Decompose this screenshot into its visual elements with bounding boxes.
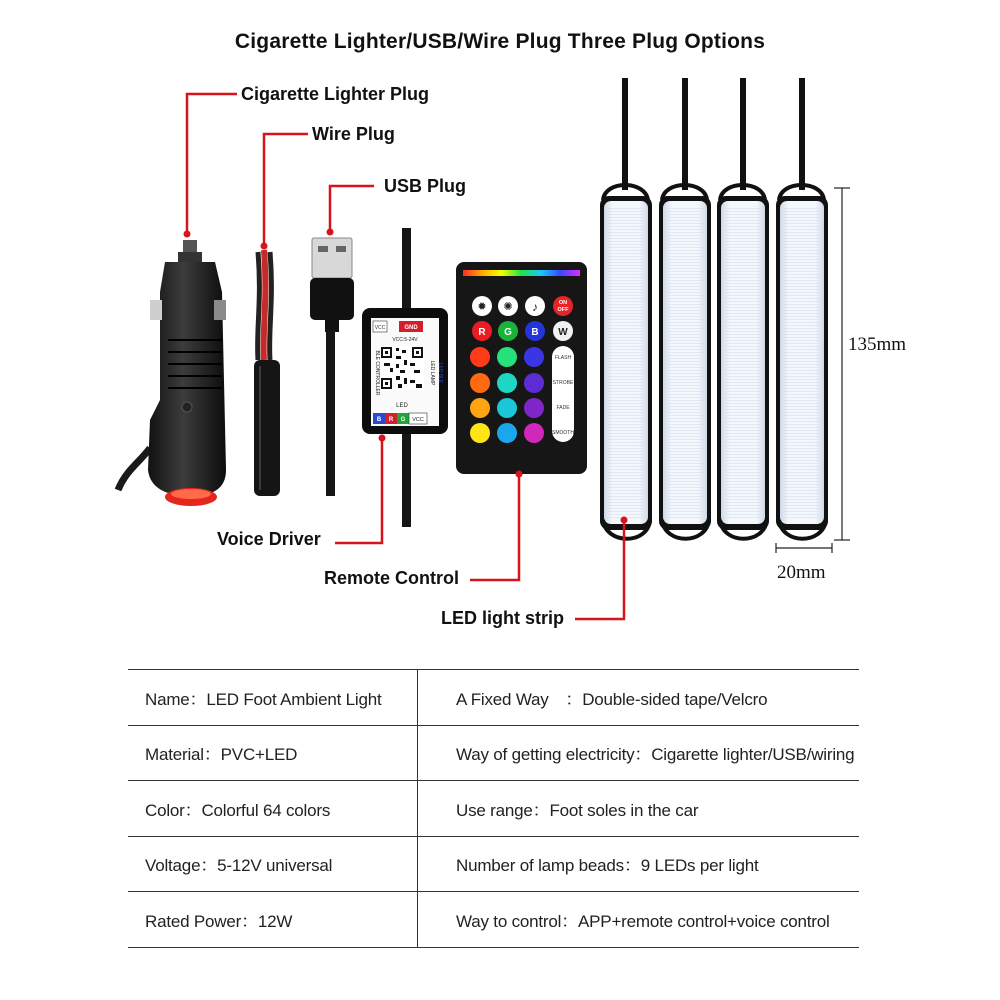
controller-pin-b: B <box>376 417 382 423</box>
spec-value: LED Foot Ambient Light <box>206 689 382 709</box>
spec-row <box>128 836 859 892</box>
controller-pin-r: R <box>388 417 394 423</box>
spec-cell-left <box>128 781 418 837</box>
led-strip-2 <box>659 78 711 530</box>
spec-row <box>128 725 859 781</box>
voice-driver-controller <box>362 228 448 527</box>
remote-strobe-label: STROBE <box>552 380 574 386</box>
spec-cell-right <box>418 670 860 726</box>
controller-gnd: GND <box>404 325 418 331</box>
led-strip-3 <box>717 78 769 530</box>
remote-flash-label: FLASH <box>554 355 572 361</box>
controller-voltage: VCC:5-24V <box>392 337 418 343</box>
spec-key: Material： <box>145 745 221 765</box>
spec-row <box>128 892 859 948</box>
controller-model-label: BLE CONTROLLER <box>374 350 380 396</box>
spec-key: Number of lamp beads： <box>456 856 641 876</box>
callout-cigarette-lighter-plug: Cigarette Lighter Plug <box>241 84 430 104</box>
wire-plug <box>254 250 280 496</box>
spec-key: Rated Power： <box>145 911 258 931</box>
callout-wire-plug: Wire Plug <box>312 124 395 144</box>
spec-cell-left <box>128 725 418 781</box>
spec-cell-right <box>418 781 860 837</box>
controller-pin-vcc: VCC <box>412 417 424 423</box>
callout-voice-driver: Voice Driver <box>217 529 321 549</box>
callout-usb-plug: USB Plug <box>384 176 467 196</box>
controller-ble-label: LED BLE <box>437 362 443 384</box>
remote-r-label: R <box>478 327 486 338</box>
spec-cell-left <box>128 892 418 948</box>
dimension-length: 135mm <box>848 334 907 355</box>
remote-smooth-label: SMOOTH <box>552 430 574 436</box>
remote-w-label: W <box>558 327 568 338</box>
spec-cell-right <box>418 725 860 781</box>
cigarette-lighter-plug <box>118 240 226 506</box>
remote-off-label: OFF <box>557 307 569 313</box>
spec-value: 9 LEDs per light <box>640 856 759 876</box>
controller-vcc-top: VCC <box>374 325 386 331</box>
spec-value: Cigarette lighter/USB/wiring <box>651 745 855 765</box>
spec-value: 5-12V universal <box>217 856 333 876</box>
spec-cell-right <box>418 892 860 948</box>
svg-text:✺: ✺ <box>503 301 513 313</box>
spec-cell-right <box>418 836 860 892</box>
spec-row <box>128 670 859 726</box>
spec-value: APP+remote control+voice control <box>578 911 830 931</box>
svg-text:♪: ♪ <box>532 300 538 314</box>
page-title: Cigarette Lighter/USB/Wire Plug Three Plug Options <box>234 30 766 53</box>
remote-control <box>456 262 587 474</box>
svg-text:✹: ✹ <box>477 301 487 313</box>
led-light-strips <box>600 78 828 539</box>
spec-key: Name： <box>145 689 207 709</box>
spec-key: A Fixed Way ： <box>456 689 583 709</box>
callout-led-light-strip: LED light strip <box>441 608 564 628</box>
controller-led-label: LED <box>396 403 408 409</box>
spec-key: Voltage： <box>145 856 218 876</box>
remote-fade-label: FADE <box>556 405 570 411</box>
spec-value: Colorful 64 colors <box>201 800 331 820</box>
spec-key: Way to control： <box>456 911 579 931</box>
controller-brand-label: LED LAMP <box>429 360 435 386</box>
spec-key: Way of getting electricity： <box>456 745 652 765</box>
spec-key: Use range： <box>456 800 550 820</box>
led-strip-4 <box>776 78 828 530</box>
remote-g-label: G <box>504 327 512 338</box>
callout-remote-control: Remote Control <box>324 568 459 588</box>
dimension-width: 20mm <box>777 562 826 583</box>
spec-value: 12W <box>257 911 293 931</box>
remote-b-label: B <box>531 327 539 338</box>
led-strip-1 <box>600 78 652 530</box>
controller-pin-g: G <box>400 417 406 423</box>
spec-value: PVC+LED <box>220 745 298 765</box>
remote-on-label: ON <box>558 300 568 306</box>
spec-value: Double-sided tape/Velcro <box>582 689 768 709</box>
spec-value: Foot soles in the car <box>549 800 699 820</box>
usb-plug <box>310 238 354 496</box>
spec-row <box>128 781 859 837</box>
spec-table <box>128 669 859 948</box>
spec-cell-left <box>128 836 418 892</box>
spec-key: Color： <box>145 800 202 820</box>
spec-cell-left <box>128 670 418 726</box>
